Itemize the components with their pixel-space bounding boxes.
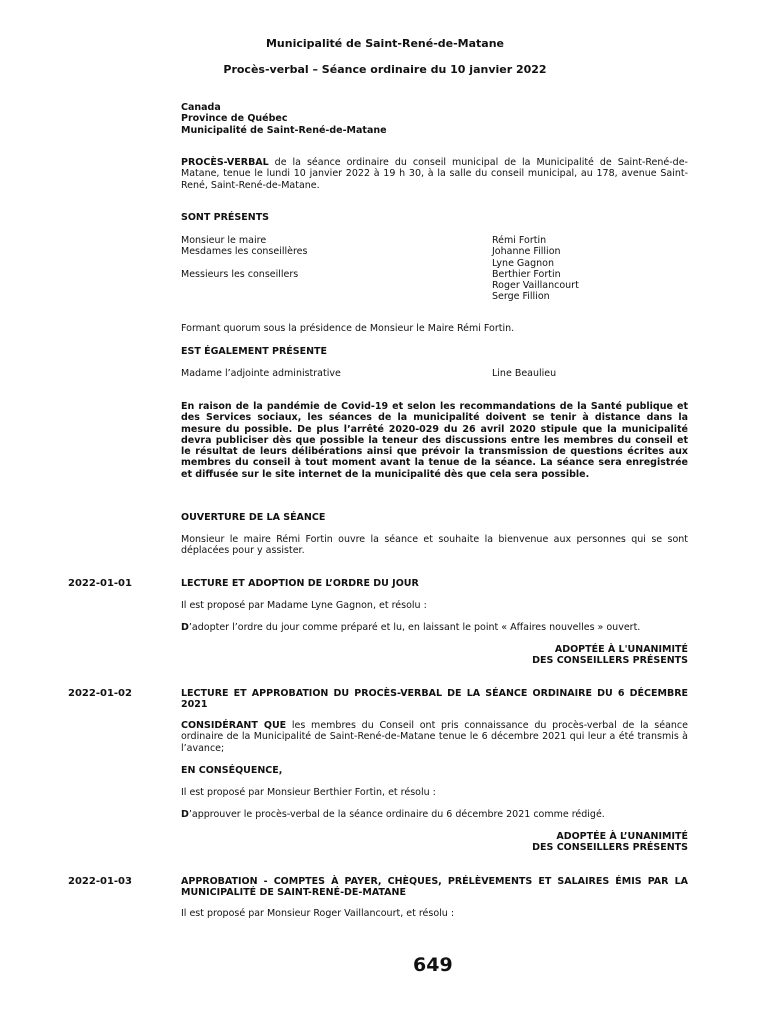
considering-text: les membres du Conseil ont pris connaissance du procès-verbal de la séance ordinaire de la Municipalité de Saint-René-de-Matane tenue le 6 décembre 2021 qui leur a été transmis à l’avance; [181,720,688,754]
role-spacer [181,258,307,269]
adopted-statement [400,644,688,667]
opening-heading: OUVERTURE DE LA SÉANCE [181,512,326,523]
also-present-name: Line Beaulieu [492,368,557,379]
document-title: Municipalité de Saint-René-de-Matane [265,37,505,50]
resolution-proposed: Il est proposé par Monsieur Roger Vaillancourt, et résolu : [181,908,455,919]
resolution-number: 2022-01-02 [68,688,132,699]
adopted-statement [400,831,688,854]
consequence-heading: EN CONSÉQUENCE, [181,765,283,776]
resolution-decision [181,809,605,820]
resolution-number: 2022-01-03 [68,876,132,887]
role-councillors-men: Messieurs les conseillers [181,268,299,280]
resolution-proposed: Il est proposé par Madame Lyne Gagnon, et résolu : [181,600,427,611]
document-subtitle: Procès-verbal – Séance ordinaire du 10 janvier 2022 [223,63,547,76]
considering-lead: CONSIDÉRANT QUE [181,720,287,731]
resolution-decision [181,622,640,633]
address-block [181,102,387,136]
page-number: 649 [413,954,453,976]
address-municipality: Municipalité de Saint-René-de-Matane [181,124,387,136]
resolution-considering [181,720,688,754]
resolution-title: APPROBATION - COMPTES À PAYER, CHÈQUES, PRÉLÈVEMENTS ET SALAIRES ÉMIS PAR LA MUNICIPALITÉ DE SAINT-RENÉ-DE-MATANE [181,876,688,899]
also-present-role: Madame l’adjointe administrative [181,368,341,379]
present-name: Rémi Fortin [492,235,547,246]
decision-lead: D [181,809,189,820]
present-name: Berthier Fortin [492,268,561,280]
resolution-title: LECTURE ET ADOPTION DE L’ORDRE DU JOUR [181,578,419,589]
present-name: Roger Vaillancourt [492,280,579,292]
presents-roles [181,235,307,280]
role-mayor: Monsieur le maire [181,235,267,246]
address-country: Canada [181,102,221,113]
intro-lead: PROCÈS-VERBAL [181,157,269,168]
resolution-title: LECTURE ET APPROBATION DU PROCÈS-VERBAL DE LA SÉANCE ORDINAIRE DU 6 DÉCEMBRE 2021 [181,688,688,711]
present-name: Johanne Fillion [492,246,561,258]
resolution-number: 2022-01-01 [68,578,132,589]
adopted-line: ADOPTÉE À L'UNANIMITÉ [554,644,688,655]
role-councillors-women: Mesdames les conseillères [181,246,308,258]
adopted-line: ADOPTÉE À L’UNANIMITÉ [556,831,688,842]
present-name: Serge Fillion [492,291,550,303]
also-present-heading: EST ÉGALEMENT PRÉSENTE [181,346,328,357]
adopted-line: DES CONSEILLERS PRÉSENTS [532,842,688,854]
address-province: Province de Québec [181,113,288,125]
resolution-proposed: Il est proposé par Monsieur Berthier Fortin, et résolu : [181,787,436,798]
adopted-line: DES CONSEILLERS PRÉSENTS [532,655,688,667]
decision-text: ’approuver le procès-verbal de la séance ordinaire du 6 décembre 2021 comme rédigé. [188,809,605,820]
intro-paragraph [181,157,688,191]
present-name: Lyne Gagnon [492,257,554,269]
decision-lead: D [181,622,189,633]
presents-heading: SONT PRÉSENTS [181,212,270,223]
opening-text: Monsieur le maire Rémi Fortin ouvre la séance et souhaite la bienvenue aux personnes qui se sont déplacées pour y assister. [181,534,688,557]
presents-names [492,235,579,303]
covid-notice: En raison de la pandémie de Covid-19 et selon les recommandations de la Santé publique et des Services sociaux, les séances de la municipalité doivent se tenir à distance dans la mesure du possible. De plus l’arrêté 2020-029 du 26 avril 2020 stipule que la municipalité devra publiciser dès que possible la teneur des discussions entre les membres du conseil et le résultat de leurs délibérations ainsi que prévoir la transmission de questions écrites aux membres du conseil à tout moment avant la tenue de la séance. La séance sera enregistrée et diffusée sur le site internet de la municipalité dès que cela sera possible. [181,401,688,480]
quorum-text: Formant quorum sous la présidence de Monsieur le Maire Rémi Fortin. [181,323,515,334]
decision-text: ’adopter l’ordre du jour comme préparé et lu, en laissant le point « Affaires nouvelles » ouvert. [188,622,641,633]
intro-text: de la séance ordinaire du conseil municipal de la Municipalité de Saint-René-de-Matane, tenue le lundi 10 janvier 2022 à 19 h 30, à la salle du conseil municipal, au 178, avenue Saint-René, Saint-René-de-Matane. [181,157,688,191]
